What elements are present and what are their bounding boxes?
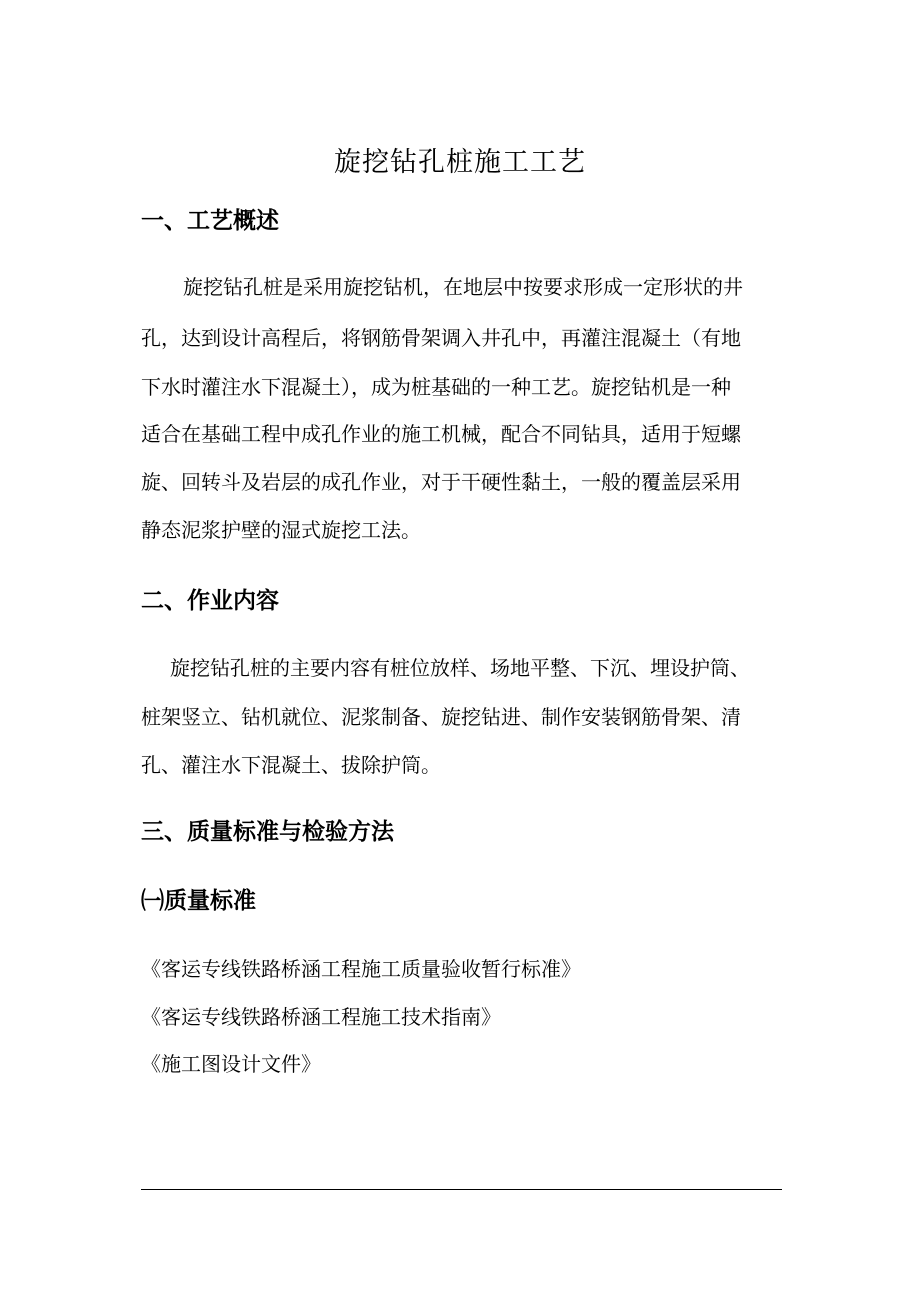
section-heading-quality: 三、质量标准与检验方法	[141, 819, 394, 845]
paragraph-line: 静态泥浆护壁的湿式旋挖工法。	[141, 518, 421, 542]
paragraph-line: 孔，达到设计高程后，将钢筋骨架调入井孔中，再灌注混凝土（有地	[141, 326, 741, 350]
section-heading-overview: 一、工艺概述	[141, 208, 279, 234]
section-heading-work-content: 二、作业内容	[141, 588, 279, 614]
footer-rule	[141, 1189, 782, 1190]
reference-item: 《客运专线铁路桥涵工程施工质量验收暂行标准》	[141, 957, 581, 981]
paragraph-line: 桩架竖立、钻机就位、泥浆制备、旋挖钻进、制作安装钢筋骨架、清	[141, 705, 741, 729]
reference-item: 《施工图设计文件》	[141, 1052, 321, 1076]
reference-item: 《客运专线铁路桥涵工程施工技术指南》	[141, 1005, 501, 1029]
paragraph-line: 孔、灌注水下混凝土、拔除护筒。	[141, 753, 441, 777]
paragraph-line: 旋、回转斗及岩层的成孔作业，对于干硬性黏土，一般的覆盖层采用	[141, 470, 741, 494]
paragraph-line: 旋挖钻孔桩是采用旋挖钻机，在地层中按要求形成一定形状的井	[183, 275, 743, 299]
document-title: 旋挖钻孔桩施工工艺	[334, 147, 586, 178]
paragraph-line: 旋挖钻孔桩的主要内容有桩位放样、场地平整、下沉、埋设护筒、	[170, 656, 750, 680]
paragraph-line: 下水时灌注水下混凝土），成为桩基础的一种工艺。旋挖钻机是一种	[141, 375, 731, 399]
subsection-heading-quality-standards: ㈠质量标准	[141, 888, 256, 914]
paragraph-line: 适合在基础工程中成孔作业的施工机械，配合不同钻具，适用于短螺	[141, 422, 741, 446]
